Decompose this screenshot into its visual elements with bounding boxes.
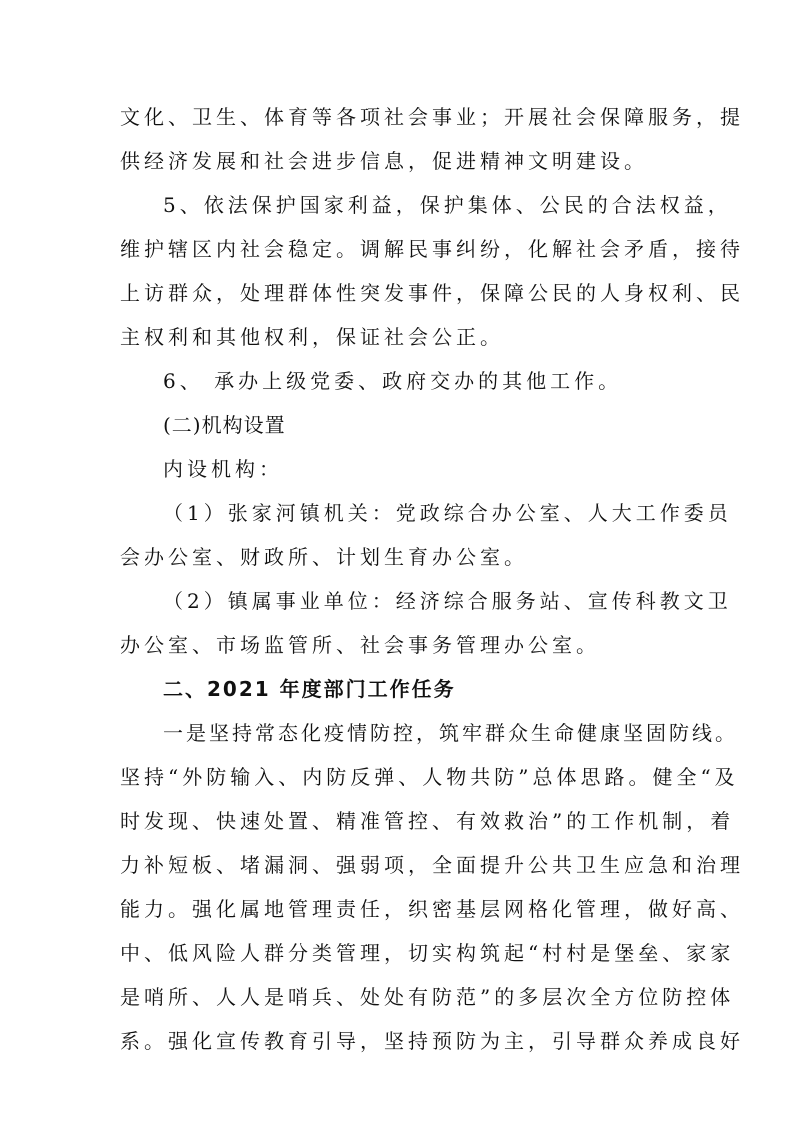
text-line: 时发现、快速处置、精准管控、有效救治”的工作机制，着	[120, 809, 735, 833]
text-line: 一是坚持常态化疫情防控，筑牢群众生命健康坚固防线。	[163, 721, 738, 745]
text-line: 力补短板、堵漏洞、强弱项，全面提升公共卫生应急和治理	[120, 853, 744, 877]
text-line: 系。强化宣传教育引导，坚持预防为主，引导群众养成良好	[120, 1029, 744, 1053]
text-line: 能力。强化属地管理责任，织密基层网格化管理，做好高、	[120, 897, 744, 921]
text-line: 是哨所、人人是哨兵、处处有防范”的多层次全方位防控体	[120, 985, 735, 1009]
text-line: 坚持“外防输入、内防反弹、人物共防”总体思路。健全“及	[120, 765, 739, 789]
text-line: （2）镇属事业单位：经济综合服务站、宣传科教文卫	[163, 589, 732, 613]
section-subheading: (二)机构设置	[163, 413, 286, 437]
text-line: 5、依法保护国家利益，保护集体、公民的合法权益，	[163, 193, 732, 217]
section-heading: 二、2021 年度部门工作任务	[163, 677, 456, 701]
text-line: 6、 承办上级党委、政府交办的其他工作。	[163, 369, 623, 393]
text-line: 供经济发展和社会进步信息，促进精神文明建设。	[120, 149, 648, 173]
text-line: 文化、卫生、体育等各项社会事业；开展社会保障服务，提	[120, 105, 744, 129]
text-line: 主权利和其他权利，保证社会公正。	[120, 325, 504, 349]
text-line: 维护辖区内社会稳定。调解民事纠纷，化解社会矛盾，接待	[120, 237, 744, 261]
text-line: 中、低风险人群分类管理，切实构筑起“村村是堡垒、家家	[120, 941, 735, 965]
text-line: （1）张家河镇机关：党政综合办公室、人大工作委员	[163, 501, 732, 525]
text-line: 上访群众，处理群体性突发事件，保障公民的人身权利、民	[120, 281, 744, 305]
text-line: 会办公室、财政所、计划生育办公室。	[120, 545, 528, 569]
text-line: 办公室、市场监管所、社会事务管理办公室。	[120, 633, 600, 657]
text-line: 内设机构：	[163, 457, 283, 481]
